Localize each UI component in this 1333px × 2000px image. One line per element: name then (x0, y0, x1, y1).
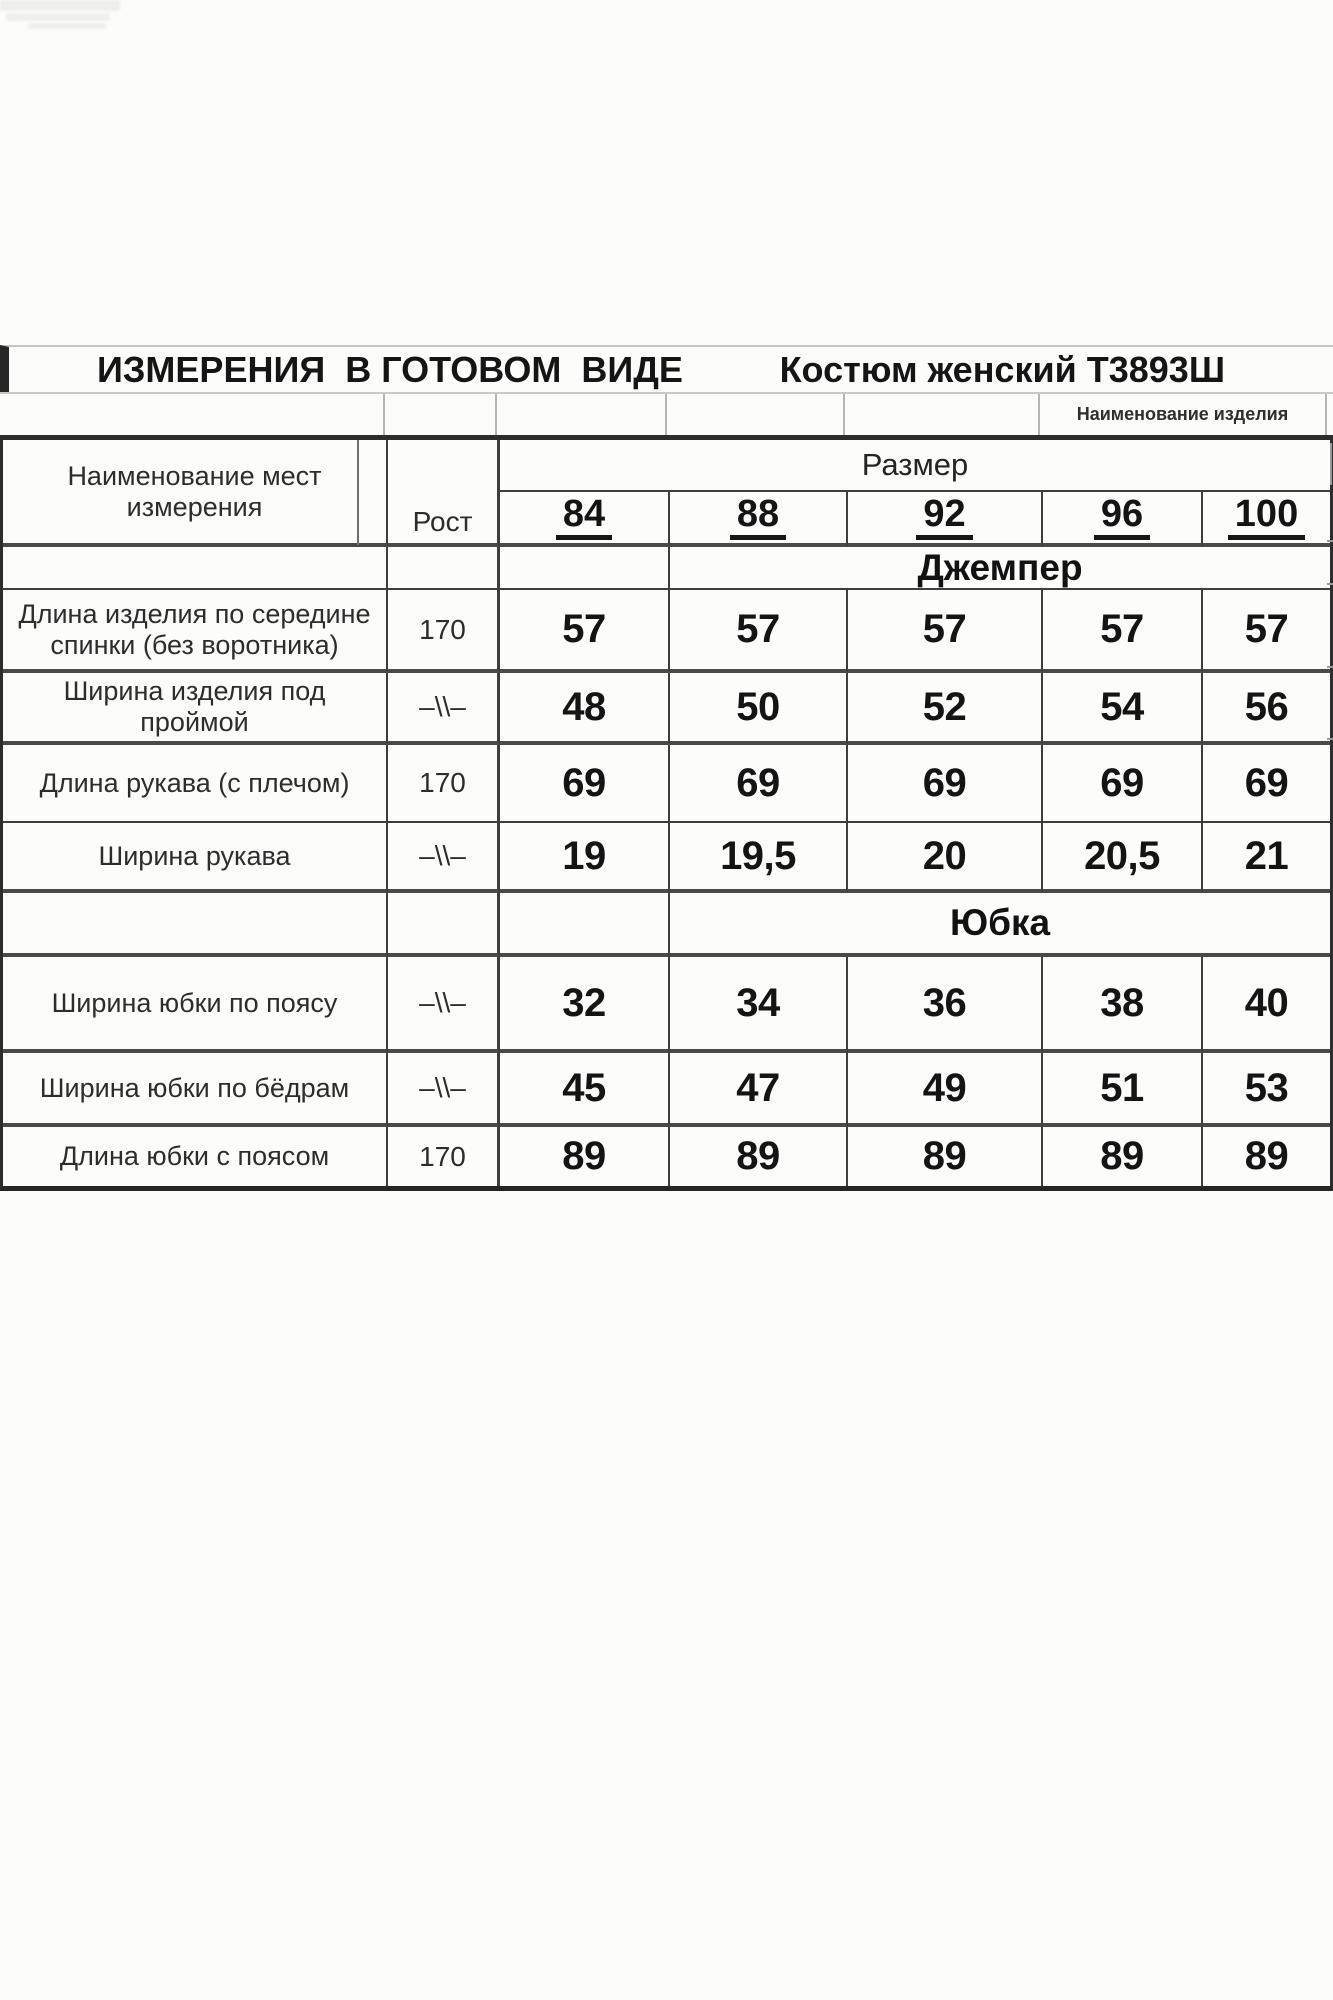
value-cell: 57 (670, 590, 848, 673)
caption-cell-empty (497, 394, 667, 435)
scan-smudge (0, 0, 120, 11)
value-cell: 52 (848, 673, 1043, 745)
scan-smudge (28, 23, 106, 29)
row-height: 170 (388, 1127, 500, 1186)
corner-header: Наименование мест измерения (3, 440, 388, 547)
row-height: –\\– (388, 823, 500, 893)
size-label: 96 (1094, 495, 1150, 540)
section-header-jumper: Джемпер (670, 547, 1330, 590)
value-cell: 20 (848, 823, 1043, 893)
value-cell: 19 (500, 823, 670, 893)
row-height: 170 (388, 745, 500, 823)
size-group-header: Размер (500, 440, 1330, 492)
value-cell: 69 (1043, 745, 1203, 823)
row-label: Длина юбки с поясом (3, 1127, 388, 1186)
value-cell: 45 (500, 1053, 670, 1127)
row-label: Ширина рукава (3, 823, 388, 893)
value-cell: 47 (670, 1053, 848, 1127)
value-cell: 89 (1043, 1127, 1203, 1186)
value-cell: 53 (1203, 1053, 1330, 1127)
document-title: ИЗМЕРЕНИЯ В ГОТОВОМ ВИДЕ (97, 348, 683, 390)
row-height: –\\– (388, 957, 500, 1053)
size-column-header (1203, 492, 1330, 547)
value-cell: 54 (1043, 673, 1203, 745)
value-cell: 36 (848, 957, 1043, 1053)
cutoff-row-mark (1327, 583, 1333, 585)
value-cell: 69 (670, 745, 848, 823)
size-column-header (848, 492, 1043, 547)
caption-cell-empty (845, 394, 1040, 435)
caption-cell-empty (667, 394, 845, 435)
value-cell: 56 (1203, 673, 1330, 745)
value-cell: 48 (500, 673, 670, 745)
value-cell: 50 (670, 673, 848, 745)
size-label: 88 (730, 495, 786, 540)
cutoff-column-mark (1330, 443, 1332, 485)
caption-row (0, 392, 1333, 435)
scan-smudge (6, 13, 110, 21)
size-label: 84 (556, 495, 612, 540)
size-column-header (500, 492, 670, 547)
value-cell: 89 (1244, 1134, 1289, 1178)
row-label: Ширина юбки по поясу (3, 957, 388, 1053)
size-label: 92 (916, 495, 972, 540)
size-label: 100 (1228, 495, 1305, 540)
size-column-header (670, 492, 848, 547)
value-cell: 57 (848, 590, 1043, 673)
caption-cell-empty (385, 394, 497, 435)
spreadsheet-artifact-line (357, 440, 359, 545)
value-cell: 89 (848, 1127, 1043, 1186)
row-height: 170 (388, 590, 500, 673)
value-cell: 57 (1043, 590, 1203, 673)
product-title: Костюм женский Т3893Ш (779, 348, 1225, 390)
caption-cell-empty (0, 394, 385, 435)
cutoff-row-mark (1327, 738, 1333, 740)
height-column-header: Рост (388, 440, 500, 547)
value-cell: 20,5 (1043, 823, 1203, 893)
value-cell: 40 (1203, 957, 1330, 1053)
cutoff-row-mark (1327, 540, 1333, 542)
empty-cell (3, 893, 388, 957)
value-cell: 69 (848, 745, 1043, 823)
value-cell: 57 (1203, 590, 1330, 673)
value-cell: 19,5 (670, 823, 848, 893)
size-column-header (1043, 492, 1203, 547)
value-cell: 69 (1203, 745, 1330, 823)
value-cell: 34 (670, 957, 848, 1053)
empty-cell (388, 893, 500, 957)
empty-cell (388, 547, 500, 590)
empty-cell (500, 547, 670, 590)
value-cell: 89 (670, 1127, 848, 1186)
empty-cell (500, 893, 670, 957)
product-name-caption: Наименование изделия (1040, 394, 1327, 435)
row-label: Ширина юбки по бёдрам (3, 1053, 388, 1127)
cutoff-row-mark (1327, 666, 1333, 668)
row-label: Длина изделия по середине спинки (без воротника) (3, 590, 388, 673)
value-cell: 69 (500, 745, 670, 823)
size-chart-table (0, 435, 1333, 1191)
value-cell: 21 (1203, 823, 1330, 893)
row-height: –\\– (388, 673, 500, 745)
value-cell: 51 (1043, 1053, 1203, 1127)
value-cell: 57 (500, 590, 670, 673)
empty-cell (3, 547, 388, 590)
row-height: –\\– (388, 1053, 500, 1127)
section-header-skirt: Юбка (670, 893, 1330, 957)
value-cell: 49 (848, 1053, 1043, 1127)
row-label: Длина рукава (с плечом) (3, 745, 388, 823)
title-row (0, 345, 1333, 392)
value-cell: 38 (1043, 957, 1203, 1053)
value-cell: 89 (500, 1127, 670, 1186)
row-label: Ширина изделия под проймой (3, 673, 388, 745)
measurement-document (0, 345, 1333, 1191)
value-cell: 32 (500, 957, 670, 1053)
